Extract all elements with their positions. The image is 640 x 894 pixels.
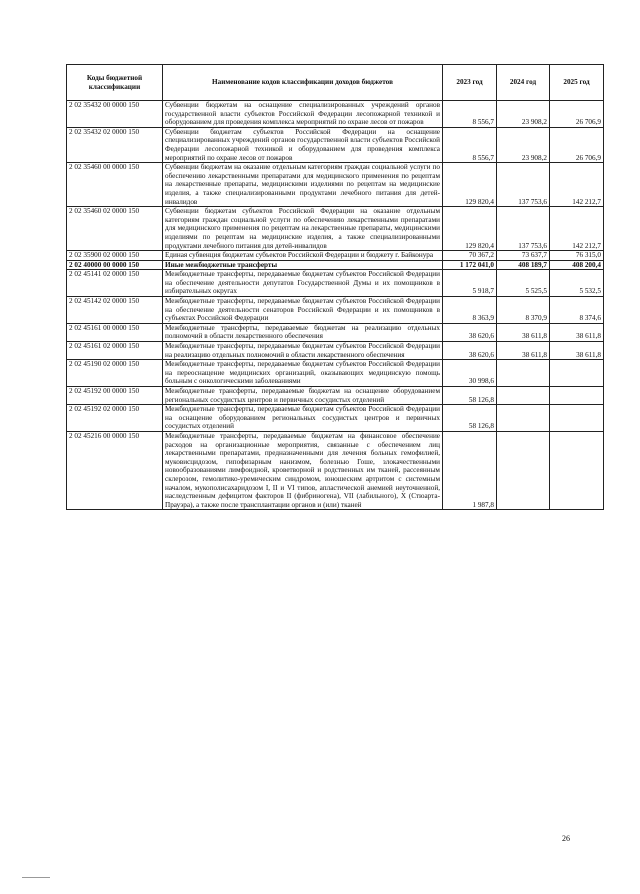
header-2023: 2023 год — [443, 65, 497, 101]
row-value-2023: 1 987,8 — [443, 431, 497, 509]
row-value-2023: 38 620,6 — [443, 342, 497, 360]
row-name-cell: Субвенции бюджетам субъектов Российской Федерации на оснащение специализированных учреждений органов государственной власти субъектов Российской Федерации лесопожарной техникой и оборудованием для проведения комплекса мероприятий по охране лесов от пожаров — [163, 127, 443, 162]
row-value-2023: 1 172 041,0 — [443, 260, 497, 270]
table-row — [67, 323, 604, 341]
row-value-2024: 8 370,9 — [497, 297, 550, 324]
table-row — [67, 360, 604, 387]
row-code-cell: 2 02 45192 00 0000 150 — [67, 387, 163, 405]
row-code-cell: 2 02 35460 00 0000 150 — [67, 163, 163, 207]
row-value-2024: 38 611,8 — [497, 323, 550, 341]
row-value-2025 — [550, 405, 604, 432]
row-value-2024: 408 189,7 — [497, 260, 550, 270]
table-row — [67, 101, 604, 128]
table-row — [67, 270, 604, 297]
row-value-2025 — [550, 387, 604, 405]
row-code-cell: 2 02 35432 02 0000 150 — [67, 127, 163, 162]
table-row — [67, 163, 604, 207]
table-row — [67, 251, 604, 261]
page-number: 26 — [562, 834, 570, 843]
row-name-cell: Межбюджетные трансферты, передаваемые бюджетам субъектов Российской Федерации на оснащение оборудованием региональных сосудистых центров и первичных сосудистых отделений — [163, 405, 443, 432]
table-row — [67, 387, 604, 405]
row-value-2025: 38 611,8 — [550, 323, 604, 341]
table-row — [67, 405, 604, 432]
row-value-2025 — [550, 431, 604, 509]
row-code-cell: 2 02 45161 00 0000 150 — [67, 323, 163, 341]
row-name-cell: Субвенции бюджетам на оснащение специализированных учреждений органов государственной власти субъектов Российской Федерации лесопожарной техникой и оборудованием для проведения комплекса мероприятий по охране лесов от пожаров — [163, 101, 443, 128]
row-value-2023: 58 126,8 — [443, 387, 497, 405]
row-value-2023: 58 126,8 — [443, 405, 497, 432]
row-value-2023: 8 556,7 — [443, 127, 497, 162]
row-name-cell: Межбюджетные трансферты, передаваемые бюджетам субъектов Российской Федерации на обеспечение деятельности сенаторов Российской Федерации и их помощников в субъектах Российской Федерации — [163, 297, 443, 324]
table-row — [67, 127, 604, 162]
row-value-2025 — [550, 360, 604, 387]
row-value-2023: 70 367,2 — [443, 251, 497, 261]
row-code-cell: 2 02 35432 00 0000 150 — [67, 101, 163, 128]
table-row — [67, 431, 604, 509]
row-code-cell: 2 02 35900 02 0000 150 — [67, 251, 163, 261]
row-value-2025: 38 611,8 — [550, 342, 604, 360]
row-value-2025: 408 200,4 — [550, 260, 604, 270]
row-value-2023: 38 620,6 — [443, 323, 497, 341]
table-row — [67, 297, 604, 324]
row-code-cell: 2 02 45216 00 0000 150 — [67, 431, 163, 509]
header-2024: 2024 год — [497, 65, 550, 101]
row-value-2023: 8 556,7 — [443, 101, 497, 128]
table-header-row — [67, 65, 604, 101]
row-value-2025: 5 532,5 — [550, 270, 604, 297]
row-value-2024: 23 908,2 — [497, 127, 550, 162]
row-code-cell: 2 02 35460 02 0000 150 — [67, 207, 163, 251]
row-value-2024: 38 611,8 — [497, 342, 550, 360]
row-value-2024: 5 525,5 — [497, 270, 550, 297]
row-value-2025: 142 212,7 — [550, 207, 604, 251]
row-value-2024: 23 908,2 — [497, 101, 550, 128]
row-value-2025: 26 706,9 — [550, 127, 604, 162]
row-name-cell: Иные межбюджетные трансферты — [163, 260, 443, 270]
row-value-2023: 8 363,9 — [443, 297, 497, 324]
budget-revenue-table — [66, 64, 604, 510]
row-value-2023: 129 820,4 — [443, 207, 497, 251]
row-name-cell: Единая субвенция бюджетам субъектов Российской Федерации и бюджету г. Байконура — [163, 251, 443, 261]
row-name-cell: Межбюджетные трансферты, передаваемые бюджетам на оснащение оборудованием региональных сосудистых центров и первичных сосудистых отделений — [163, 387, 443, 405]
row-value-2023: 30 998,6 — [443, 360, 497, 387]
row-name-cell: Межбюджетные трансферты, передаваемые бюджетам субъектов Российской Федерации на реализацию отдельных полномочий в области лекарственного обеспечения — [163, 342, 443, 360]
row-code-cell: 2 02 45190 02 0000 150 — [67, 360, 163, 387]
corner-mark — [22, 877, 50, 878]
row-name-cell: Субвенции бюджетам на оказание отдельным категориям граждан социальной услуги по обеспечению лекарственными препаратами для медицинского применения по рецептам на лекарственные препараты, медицинскими изделиями по рецептам на медицинские изделия, а также специализированными продуктами лечебного питания для детей-инвалидов — [163, 163, 443, 207]
row-value-2024 — [497, 431, 550, 509]
table-body — [67, 101, 604, 510]
table-row — [67, 207, 604, 251]
table-row — [67, 260, 604, 270]
row-value-2024: 137 753,6 — [497, 163, 550, 207]
row-code-cell: 2 02 45161 02 0000 150 — [67, 342, 163, 360]
row-name-cell: Межбюджетные трансферты, передаваемые бюджетам на финансовое обеспечение расходов на организационные мероприятия, связанные с обеспечением лиц лекарственными препаратами, предназначенными для лечения больных гемофилией, муковисцидозом, гипофизарным нанизмом, болезнью Гоше, злокачественными новообразованиями лимфоидной, кроветворной и родственных им тканей, рассеянным склерозом, гемолитико-уремическим синдромом, юношеским артритом с системным началом, мукополисахаридозом I, II и VI типов, апластической анемией неуточненной, наследственным дефицитом факторов II (фибриногена), VII (лабильного), X (Стюарта-Прауэра), а также после трансплантации органов и (или) тканей — [163, 431, 443, 509]
row-value-2025: 76 315,0 — [550, 251, 604, 261]
table-row — [67, 342, 604, 360]
header-codes: Коды бюджетной классификации — [67, 65, 163, 101]
row-name-cell: Межбюджетные трансферты, передаваемые бюджетам субъектов Российской Федерации на переоснащение медицинских организаций, оказывающих медицинскую помощь больным с онкологическими заболеваниями — [163, 360, 443, 387]
row-value-2025: 26 706,9 — [550, 101, 604, 128]
row-name-cell: Субвенции бюджетам субъектов Российской Федерации на оказание отдельным категориям граждан социальной услуги по обеспечению лекарственными препаратами для медицинского применения по рецептам на лекарственные препараты, медицинскими изделиями по рецептам на медицинские изделия, а также специализированными продуктами лечебного питания для детей-инвалидов — [163, 207, 443, 251]
row-value-2024 — [497, 360, 550, 387]
row-name-cell: Межбюджетные трансферты, передаваемые бюджетам на реализацию отдельных полномочий в области лекарственного обеспечения — [163, 323, 443, 341]
row-code-cell: 2 02 45142 02 0000 150 — [67, 297, 163, 324]
row-value-2023: 5 918,7 — [443, 270, 497, 297]
row-name-cell: Межбюджетные трансферты, передаваемые бюджетам субъектов Российской Федерации на обеспечение деятельности депутатов Государственной Думы и их помощников в избирательных округах — [163, 270, 443, 297]
row-value-2024: 137 753,6 — [497, 207, 550, 251]
row-value-2024 — [497, 405, 550, 432]
row-code-cell: 2 02 45192 02 0000 150 — [67, 405, 163, 432]
row-code-cell: 2 02 45141 02 0000 150 — [67, 270, 163, 297]
row-value-2024: 73 637,7 — [497, 251, 550, 261]
header-2025: 2025 год — [550, 65, 604, 101]
row-value-2025: 8 374,6 — [550, 297, 604, 324]
row-value-2024 — [497, 387, 550, 405]
row-value-2025: 142 212,7 — [550, 163, 604, 207]
header-name: Наименование кодов классификации доходов бюджетов — [163, 65, 443, 101]
row-value-2023: 129 820,4 — [443, 163, 497, 207]
row-code-cell: 2 02 40000 00 0000 150 — [67, 260, 163, 270]
